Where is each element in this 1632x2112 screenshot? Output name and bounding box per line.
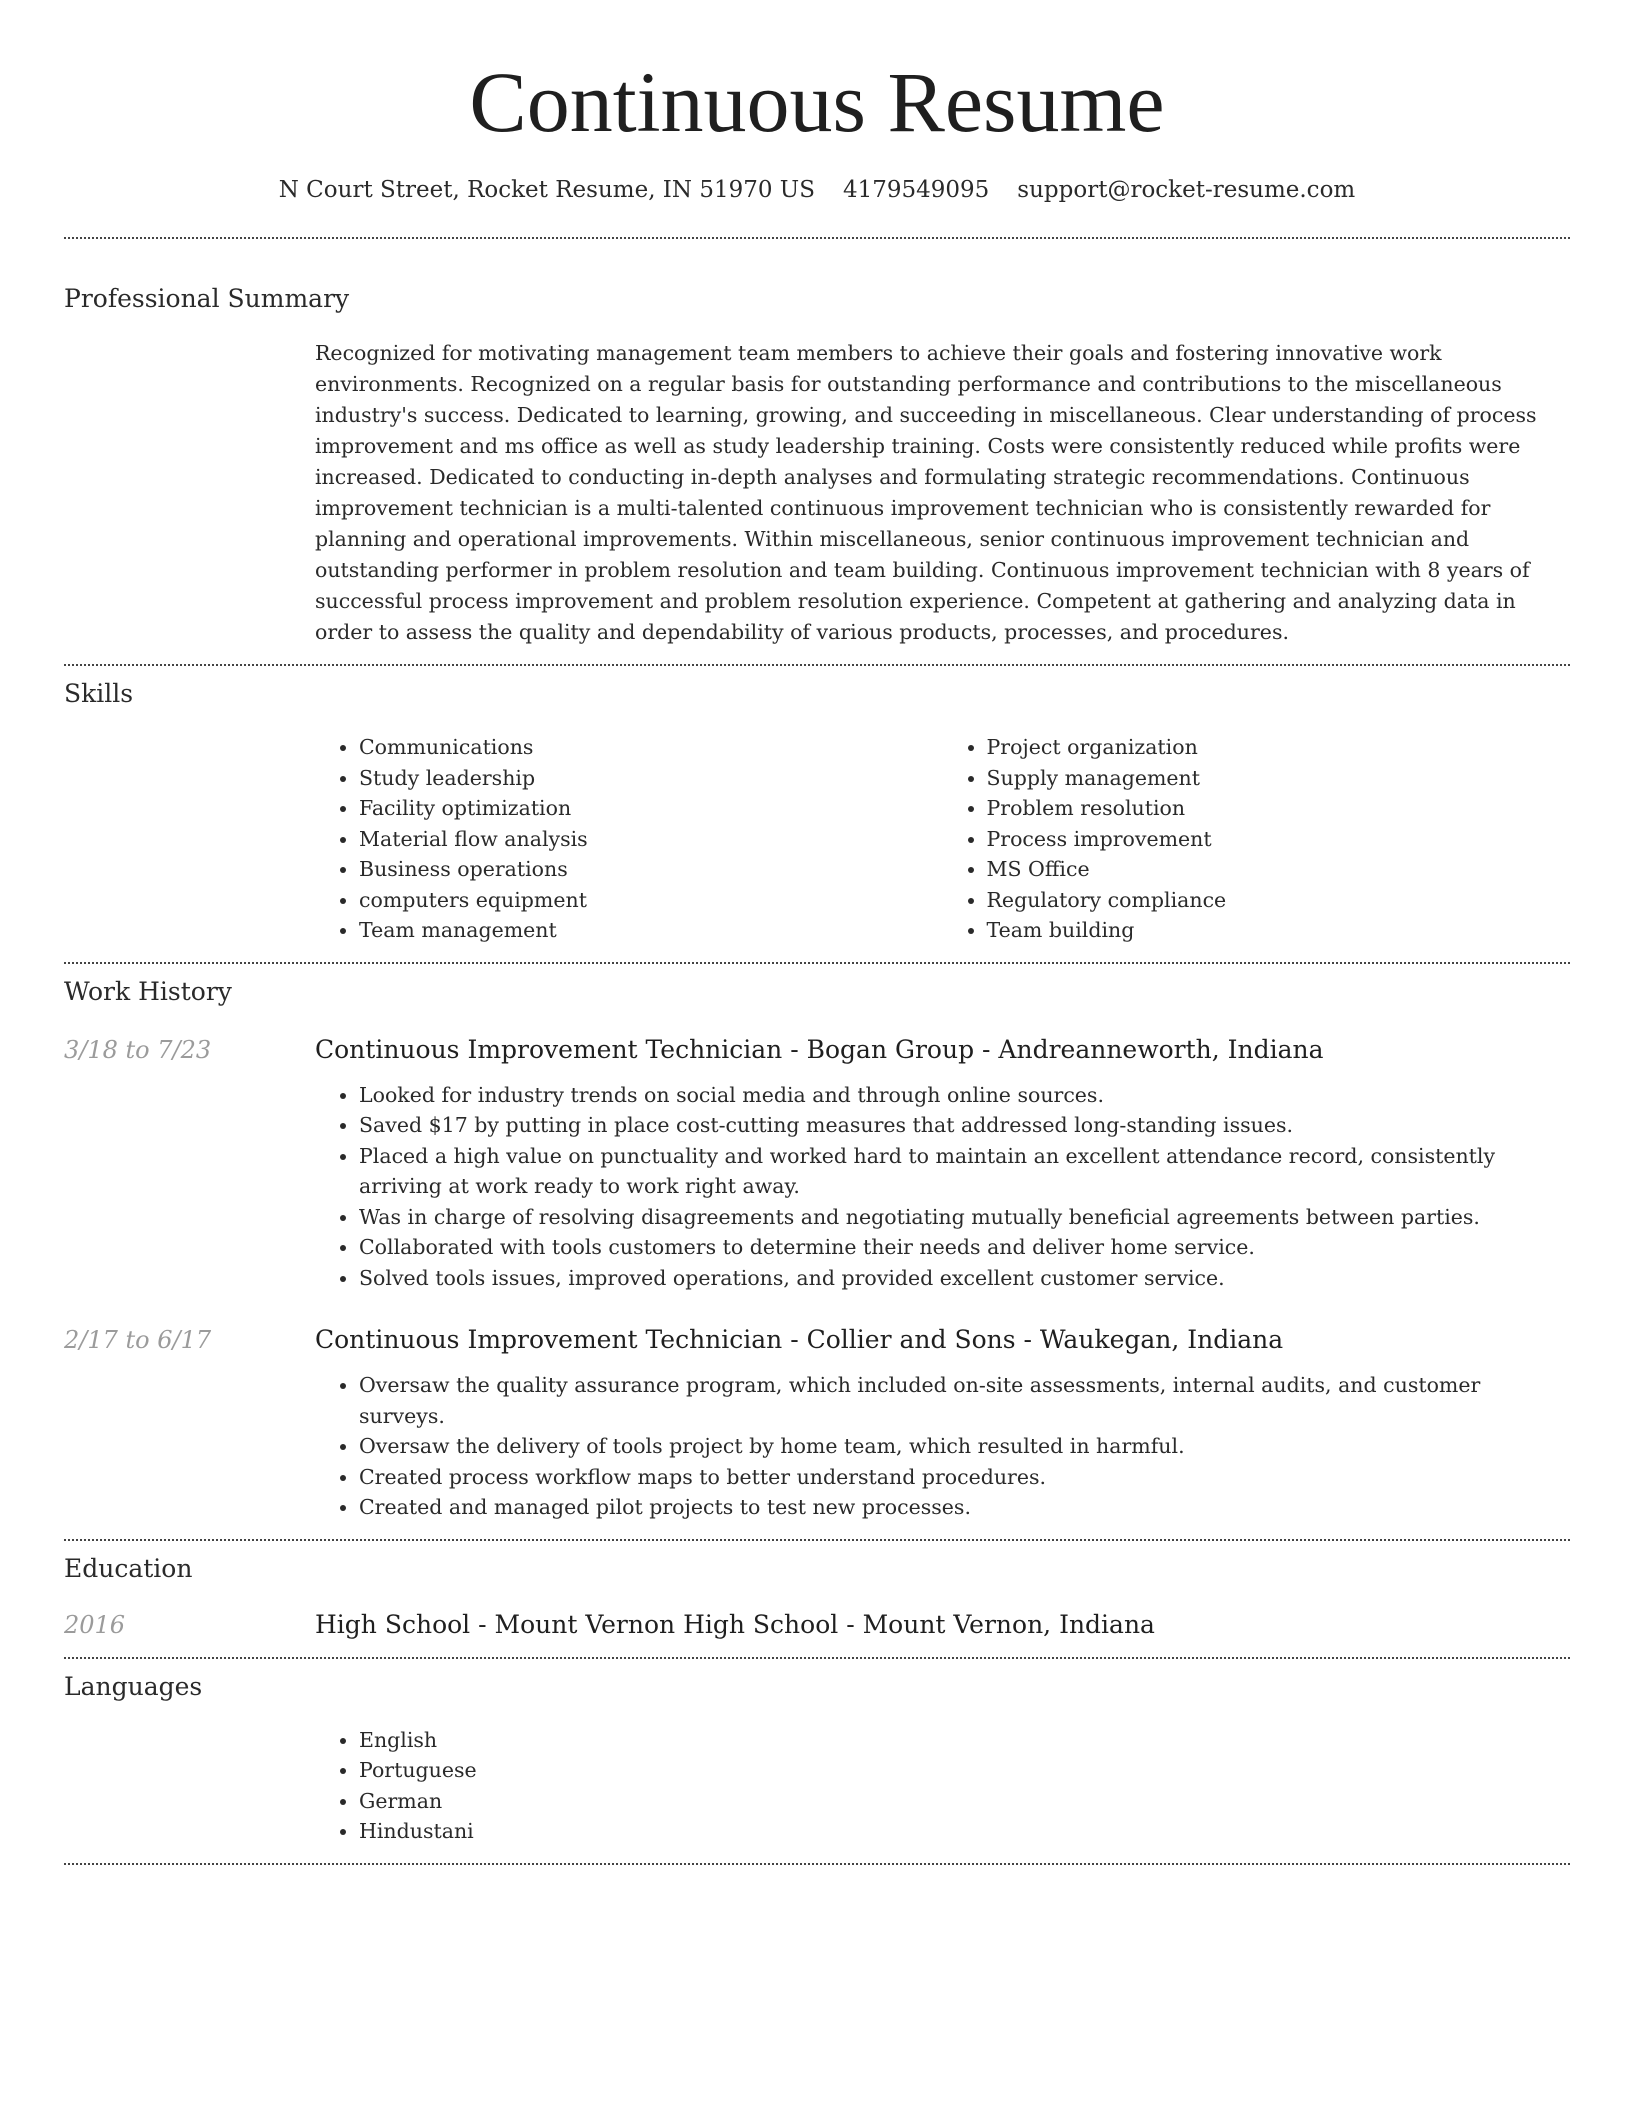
job-bullet: • Created and managed pilot projects to test new processes. [359, 1492, 1570, 1523]
section-title-work: Work History [64, 976, 232, 1006]
skill-item: • Communications [359, 732, 943, 763]
job-bullet: • Placed a high value on punctuality and worked hard to maintain an excellent attendance record, consistently arriving at work ready to work right away. [359, 1141, 1570, 1202]
job-bullet: • Oversaw the quality assurance program, which included on-site assessments, internal audits, and customer surveys. [359, 1370, 1570, 1431]
skills-list-left [315, 732, 943, 946]
education-date: 2016 [64, 1610, 126, 1639]
job-bullet: • Looked for industry trends on social media and through online sources. [359, 1080, 1570, 1111]
resume-header [64, 0, 1570, 206]
skill-item: • Business operations [359, 854, 943, 885]
language-item: • German [359, 1786, 1570, 1817]
contact-address: N Court Street, Rocket Resume, IN 51970 US [278, 177, 815, 203]
section-title-languages: Languages [64, 1671, 203, 1701]
job-bullet: • Created process workflow maps to better understand procedures. [359, 1462, 1570, 1493]
language-item: • Hindustani [359, 1816, 1570, 1847]
skill-item: • Facility optimization [359, 793, 943, 824]
skill-item: • Team management [359, 915, 943, 946]
skill-item: • Material flow analysis [359, 824, 943, 855]
skill-item: • Supply management [987, 763, 1571, 794]
education-heading: High School - Mount Vernon High School - Mount Vernon, Indiana [315, 1609, 1155, 1639]
job-dates: 2/17 to 6/17 [64, 1326, 212, 1354]
skill-item: • Study leadership [359, 763, 943, 794]
skills-section [64, 666, 1570, 946]
skill-item: • computers equipment [359, 885, 943, 916]
job-heading: Continuous Improvement Technician - Bogan Group - Andreanneworth, Indiana [315, 1034, 1324, 1064]
languages-section [64, 1659, 1570, 1847]
contact-line [64, 174, 1570, 206]
section-title-education: Education [64, 1553, 193, 1583]
job-entry [64, 1034, 1570, 1294]
job-bullet: • Oversaw the delivery of tools project by home team, which resulted in harmful. [359, 1431, 1570, 1462]
job-dates: 3/18 to 7/23 [64, 1035, 212, 1064]
languages-list [315, 1725, 1570, 1847]
education-section [64, 1541, 1570, 1641]
job-bullet: • Solved tools issues, improved operations, and provided excellent customer service. [359, 1263, 1570, 1294]
divider [64, 1863, 1570, 1865]
skills-list-right [943, 732, 1571, 946]
contact-email: support@rocket-resume.com [1017, 177, 1356, 203]
job-heading: Continuous Improvement Technician - Collier and Sons - Waukegan, Indiana [315, 1325, 1284, 1354]
summary-text: Recognized for motivating management team members to achieve their goals and fostering innovative work environments. Recognized on a regular basis for outstanding performance and contributions to the miscellaneous industry's success. Dedicated to learning, growing, and succeeding in miscellaneous. Clear understanding of process improvement and ms office as well as study leadership training. Costs were consistently reduced while profits were increased. Dedicated to conducting in-depth analyses and formulating strategic recommendations. Continuous improvement technician is a multi-talented continuous improvement technician who is consistently rewarded for planning and operational improvements. Within miscellaneous, senior continuous improvement technician and outstanding performer in problem resolution and team building. Continuous improvement technician with 8 years of successful process improvement and problem resolution experience. Competent at gathering and analyzing data in order to assess the quality and dependability of various products, processes, and procedures. [315, 341, 1537, 644]
work-section [64, 964, 1570, 1523]
skill-item: • Project organization [987, 732, 1571, 763]
language-item: • English [359, 1725, 1570, 1756]
section-title-skills: Skills [64, 679, 134, 708]
section-title-summary: Professional Summary [64, 284, 350, 313]
job-bullet: • Collaborated with tools customers to determine their needs and deliver home service. [359, 1232, 1570, 1263]
job-entry [64, 1324, 1570, 1523]
job-bullet: • Saved $17 by putting in place cost-cutting measures that addressed long-standing issues. [359, 1110, 1570, 1141]
job-bullet: • Was in charge of resolving disagreements and negotiating mutually beneficial agreements between parties. [359, 1202, 1570, 1233]
education-entry [64, 1609, 1570, 1641]
candidate-name: Continuous Resume [469, 54, 1165, 150]
skill-item: • Process improvement [987, 824, 1571, 855]
language-item: • Portuguese [359, 1755, 1570, 1786]
summary-section [64, 239, 1570, 648]
skill-item: • Team building [987, 915, 1571, 946]
contact-phone: 4179549095 [842, 177, 990, 203]
skill-item: • Regulatory compliance [987, 885, 1571, 916]
job-bullets [315, 1080, 1570, 1294]
skill-item: • MS Office [987, 854, 1571, 885]
skill-item: • Problem resolution [987, 793, 1571, 824]
job-bullets [315, 1370, 1570, 1523]
resume-page [64, 0, 1570, 1865]
